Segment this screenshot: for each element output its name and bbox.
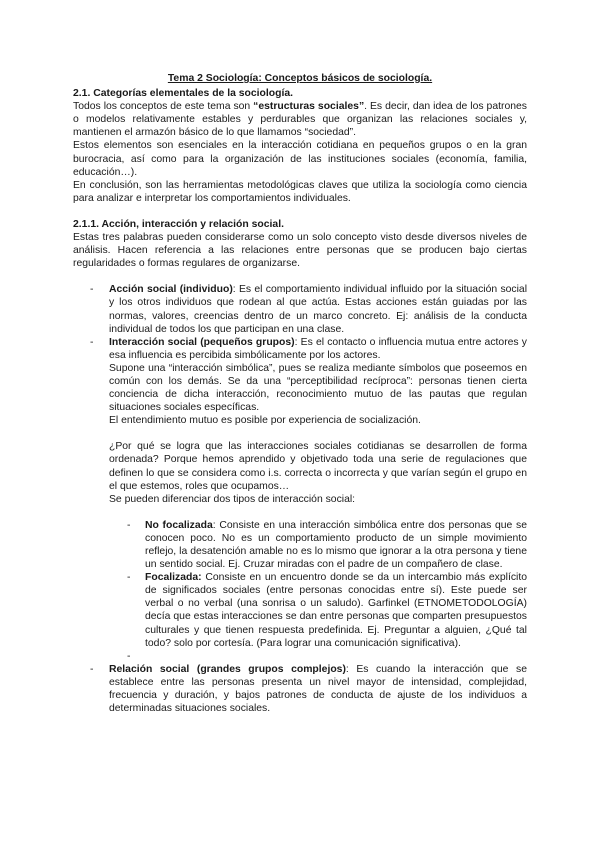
- list-item-accion-social: - Acción social (individuo): Es el comportamiento individual influido por la situación social y los otros individuos que rodean al que actúa. Estas acciones están guiadas por las normas, valores, creencias dentro de un marco concreto. Ej: análisis de la conducta individual de todos los que participan en una clase.: [73, 283, 527, 335]
- question-paragraph: ¿Por qué se logra que las interacciones sociales cotidianas se desarrollen de forma ordenada? Porque hemos aprendido y objetivado toda una serie de regulaciones que definen lo que se considera como i.s. correcta o incorrecta y que varían según el grupo en el que estemos, roles que ocupamos…: [109, 441, 527, 492]
- interaction-types-list: [73, 519, 527, 663]
- interaccion-paragraph-3: El entendimiento mutuo es posible por experiencia de socialización.: [109, 415, 421, 427]
- section-2-1-paragraph-2: Estos elementos son esenciales en la interacción cotidiana en pequeños grupos o en la gran burocracia, así como para la organización de las instituciones sociales (economía, familia, educación…).: [73, 140, 527, 178]
- types-intro: Se pueden diferenciar dos tipos de interacción social:: [109, 493, 356, 505]
- section-2-1-1-heading: 2.1.1. Acción, interacción y relación social.: [73, 218, 284, 230]
- list-item-empty: [73, 650, 527, 663]
- interaccion-paragraph-2: Supone una “interacción simbólica”, pues se realiza mediante símbolos que poseemos en común con los demás. Se da una “perceptibilidad recíproca”: personas tienen cierta conciencia de dicha interacción, reconocimiento mutuo de las pautas que regulan situaciones sociales específicas.: [109, 362, 527, 414]
- concept-list-continued: [73, 663, 527, 715]
- concept-list: [73, 283, 527, 427]
- section-2-1-1-intro: Estas tres palabras pueden considerarse como un solo concepto visto desde diversos niveles de análisis. Hacen referencia a las relaciones entre personas que se producen bajo ciertas regularidades o formas regulares de organizarse.: [73, 232, 527, 270]
- section-2-1-paragraph-1: Todos los conceptos de este tema son “estructuras sociales”. Es decir, dan idea de los patrones o modelos relativamente estables y perdurables que organizan las relaciones sociales y, mantienen el armazón básico de lo que llamamos “sociedad”.: [73, 101, 527, 139]
- list-item-focalizada: - Focalizada: Consiste en un encuentro donde se da un intercambio más explícito de significados sociales (entre personas conocidas entre sí). Este puede ser verbal o no verbal (una sonrisa o un saludo). Garfinkel (ETNOMETODOLOGÍA) decía que estas interacciones se dan entre personas que comparten presupuestos culturales y que tienen respuesta predefinida. Ej. Preguntar a alguien, ¿Qué tal todo? solo por cortesía. (Para lograr una comunicación significativa).: [73, 571, 527, 650]
- list-item-interaccion-social: - Interacción social (pequeños grupos): Es el contacto o influencia mutua entre actores y esa influencia es percibida simbólicamente por los actores. Supone una “interacción simbólica”, pues se realiza mediante símbolos que poseemos en común con los demás. Se da una “perceptibilidad recíproca”: personas tienen cierta conciencia de dicha interacción, reconocimiento mutuo de las pautas que regulan situaciones sociales específicas. El entendimiento mutuo es posible por experiencia de socialización.: [73, 336, 527, 428]
- document-title: Tema 2 Sociología: Conceptos básicos de sociología.: [167, 73, 433, 84]
- list-item-relacion-social: - Relación social (grandes grupos complejos): Es cuando la interacción que se establece entre las personas presenta un nivel mayor de intensidad, complejidad, frecuencia y duración, y bajos patrones de conducta de ajuste de los individuos a determinadas situaciones sociales.: [73, 663, 527, 715]
- document-page: [73, 72, 527, 715]
- section-2-1-heading: 2.1. Categorías elementales de la sociología.: [73, 88, 294, 100]
- list-item-no-focalizada: - No focalizada: Consiste en una interacción simbólica entre dos personas que se conocen poco. No es un comportamiento producto de un simple movimiento reflejo, la desatención amable no es lo mismo que ignorar a la otra persona y tiene un sentido social. Ej. Cruzar miradas con el padre de un compañero de clase.: [73, 519, 527, 571]
- section-2-1-paragraph-3: En conclusión, son las herramientas metodológicas claves que utiliza la sociología como ciencia para analizar e interpretar los comportamientos individuales.: [73, 179, 527, 204]
